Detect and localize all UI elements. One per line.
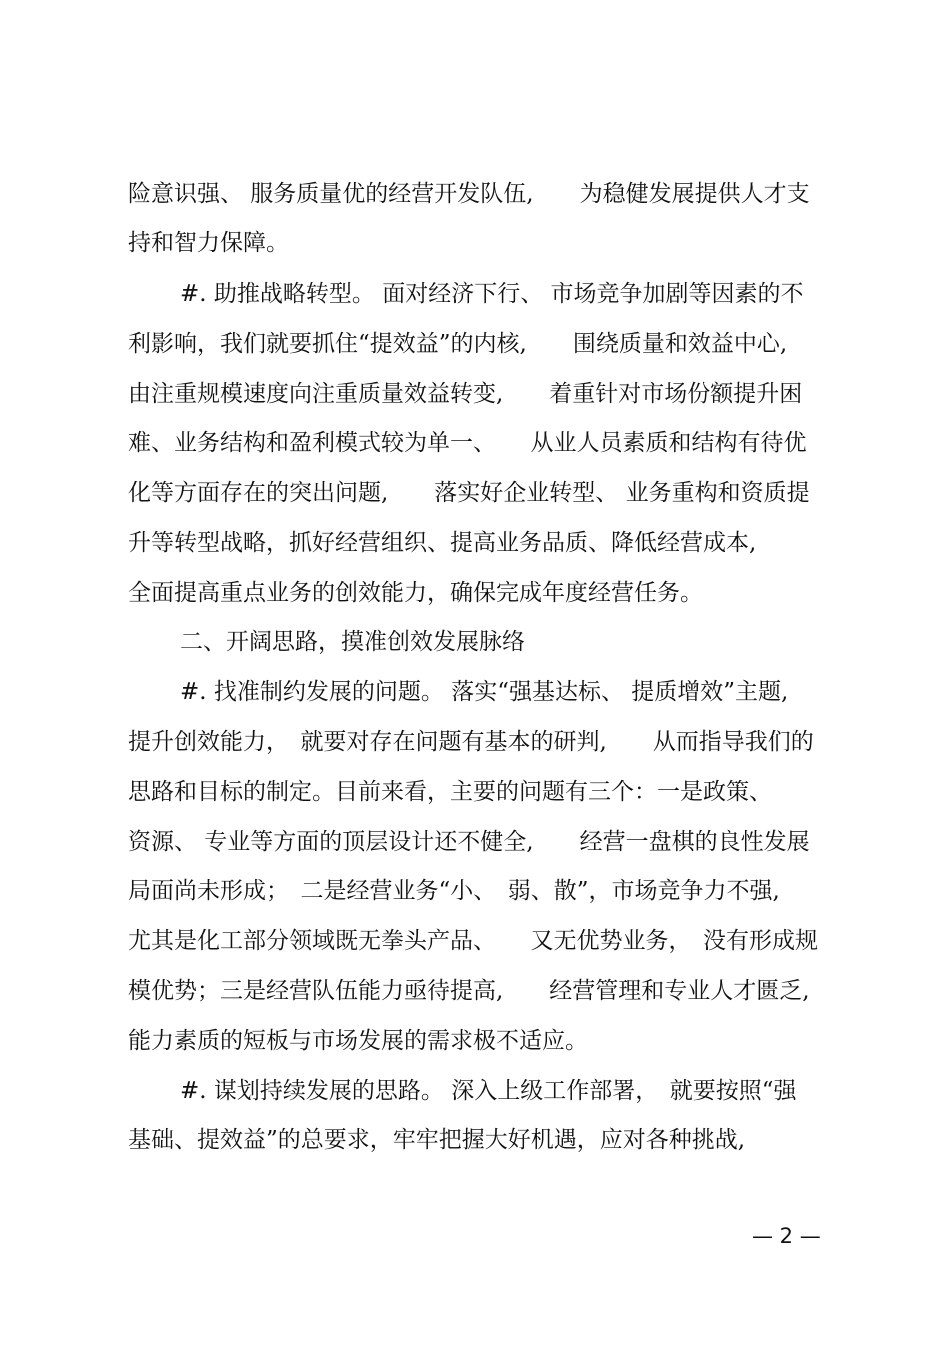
section-heading: 二、开阔思路，摸准创效发展脉络 [180, 629, 525, 655]
text-line: #. 助推战略转型。 面对经济下行、 市场竞争加剧等因素的不 [180, 281, 804, 307]
text-line: 险意识强、 服务质量优的经营开发队伍, 为稳健发展提供人才支 [128, 181, 810, 207]
text-line: 提升创效能力， 就要对存在问题有基本的研判, 从而指导我们的 [128, 729, 814, 755]
text-line: 持和智力保障。 [128, 230, 289, 256]
text-line: 局面尚未形成； 二是经营业务“小、 弱、散”，市场竞争力不强, [128, 878, 780, 904]
text-line: 由注重规模速度向注重质量效益转变, 着重针对市场份额提升困 [128, 381, 803, 407]
text-line: 化等方面存在的突出问题, 落实好企业转型、 业务重构和资质提 [128, 480, 810, 506]
text-line: 利影响，我们就要抓住“提效益”的内核, 围绕质量和效益中心, [128, 331, 788, 357]
text-line: #. 谋划持续发展的思路。 深入上级工作部署， 就要按照“强 [180, 1078, 797, 1104]
page-number: — 2 — [752, 1224, 821, 1248]
text-line: 全面提高重点业务的创效能力，确保完成年度经营任务。 [128, 580, 703, 606]
text-line: 能力素质的短板与市场发展的需求极不适应。 [128, 1028, 588, 1054]
text-line: 尤其是化工部分领域既无拳头产品、 又无优势业务， 没有形成规 [128, 928, 818, 954]
text-line: 资源、 专业等方面的顶层设计还不健全, 经营一盘棋的良性发展 [128, 829, 810, 855]
text-line: 难、业务结构和盈利模式较为单一、 从业人员素质和结构有待优 [128, 430, 807, 456]
text-line: 模优势；三是经营队伍能力亟待提高, 经营管理和专业人才匮乏, [128, 978, 810, 1004]
text-line: 思路和目标的制定。目前来看，主要的问题有三个：一是政策、 [128, 779, 772, 805]
text-line: #. 找准制约发展的问题。 落实“强基达标、 提质增效”主题, [180, 679, 789, 705]
text-line: 基础、提效益”的总要求，牢牢把握大好机遇，应对各种挑战, [128, 1127, 746, 1153]
text-line: 升等转型战略，抓好经营组织、提高业务品质、降低经营成本, [128, 530, 757, 556]
